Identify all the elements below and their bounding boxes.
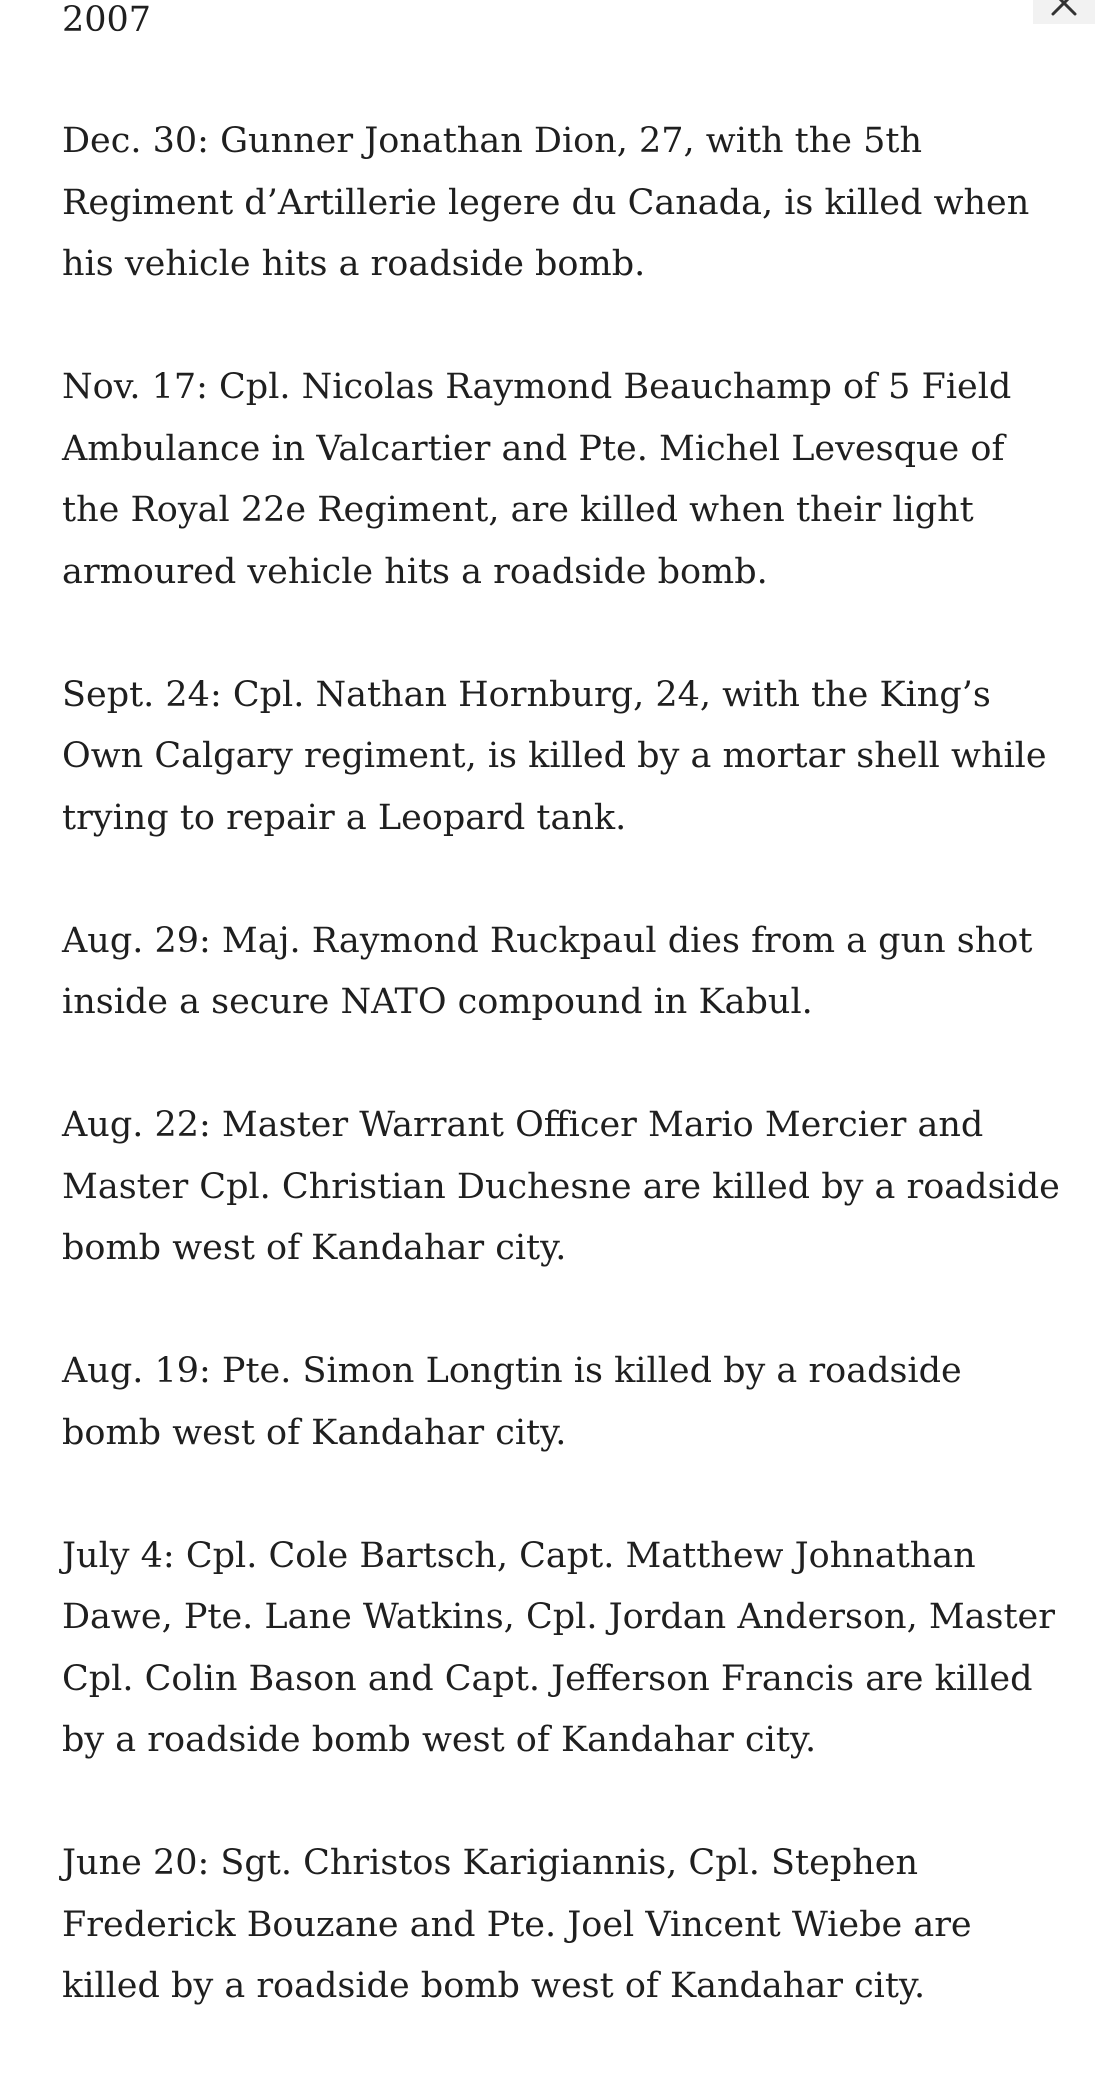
close-icon [1049, 0, 1079, 18]
close-button[interactable] [1033, 0, 1095, 24]
casualty-list [62, 111, 1062, 2079]
list-item: Dec. 30: Gunner Jonathan Dion, 27, with the 5th Regiment d’Artillerie legere du Canada, is killed when his vehicle hits a roadside bomb. [62, 121, 1030, 284]
list-item: June 20: Sgt. Christos Karigiannis, Cpl. Stephen Frederick Bouzane and Pte. Joel Vincent Wiebe are killed by a roadside bomb west of Kandahar city. [62, 1843, 972, 2006]
list-item: Aug. 29: Maj. Raymond Ruckpaul dies from a gun shot inside a secure NATO compound in Kabul. [62, 920, 1033, 1022]
list-item: Sept. 24: Cpl. Nathan Hornburg, 24, with the King’s Own Calgary regiment, is killed by a mortar shell while trying to repair a Leopard tank. [62, 674, 1047, 838]
list-item: Aug. 22: Master Warrant Officer Mario Mercier and Master Cpl. Christian Duchesne are killed by a roadside bomb west of Kandahar city. [62, 1105, 1060, 1268]
list-item: July 4: Cpl. Cole Bartsch, Capt. Matthew Johnathan Dawe, Pte. Lane Watkins, Cpl. Jordan Anderson, Master Cpl. Colin Bason and Capt. Jefferson Francis are killed by a roadside bomb west of Kandahar city. [62, 1535, 1056, 1760]
list-item: Nov. 17: Cpl. Nicolas Raymond Beauchamp of 5 Field Ambulance in Valcartier and Pte. Michel Levesque of the Royal 22e Regiment, are killed when their light armoured vehicle hits a roadside bomb. [62, 367, 1012, 592]
year-heading: 2007 [62, 0, 152, 40]
list-item: Aug. 19: Pte. Simon Longtin is killed by a roadside bomb west of Kandahar city. [62, 1351, 962, 1453]
